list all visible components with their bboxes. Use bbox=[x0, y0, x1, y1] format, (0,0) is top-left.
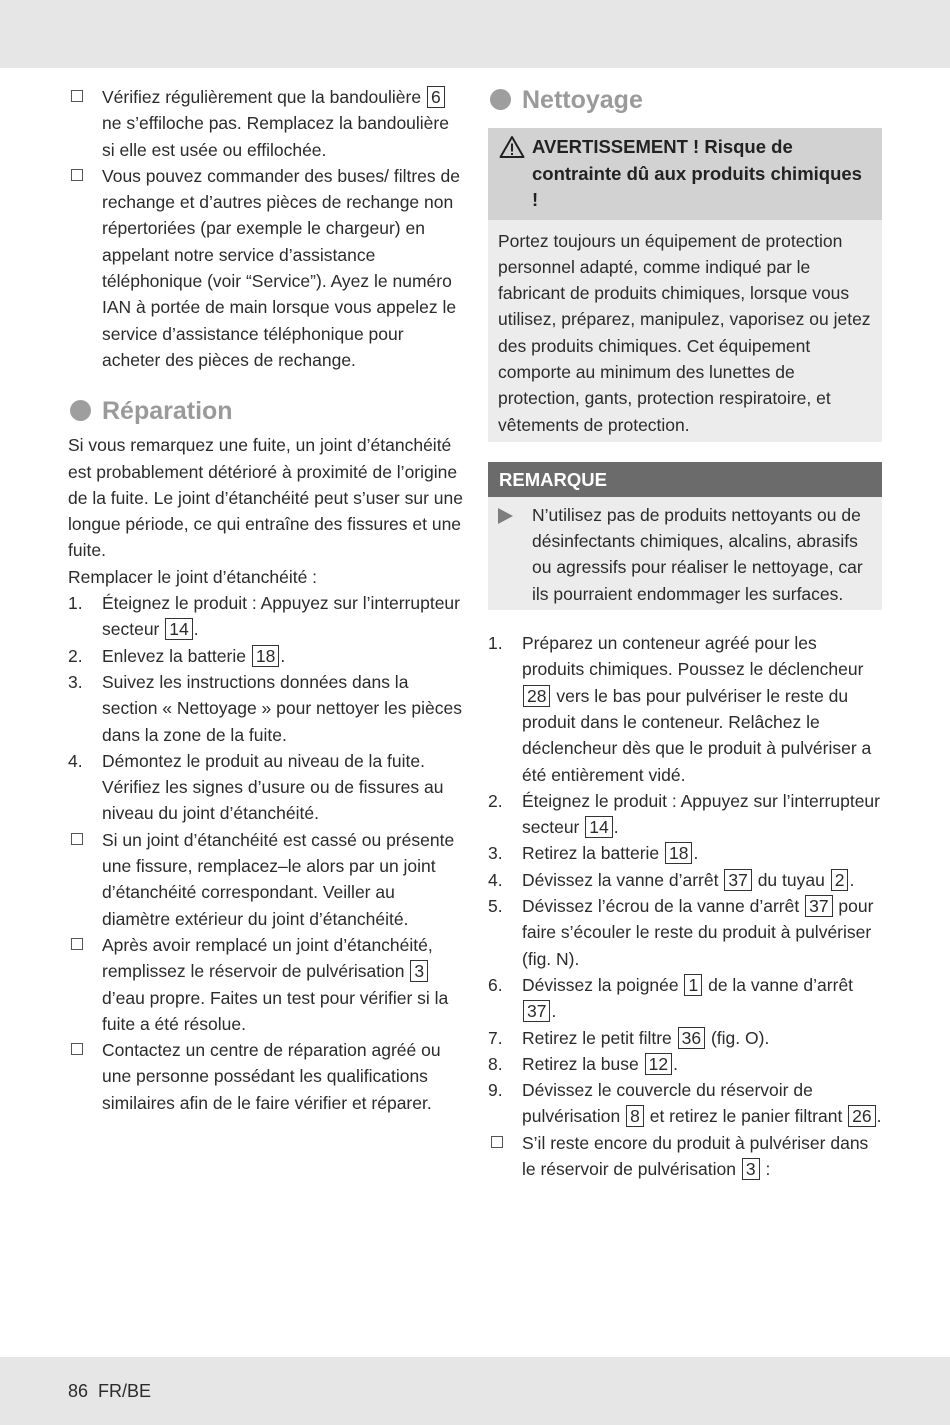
checkbox-bullet-icon bbox=[488, 1130, 522, 1156]
numbered-step: 3. Suivez les instructions données dans la section « Nettoyage » pour nettoyer les pièces dans la zone de la fuite. bbox=[68, 671, 462, 745]
note-header: REMARQUE bbox=[488, 462, 882, 497]
note-box bbox=[488, 462, 882, 610]
part-reference: 2 bbox=[831, 869, 849, 891]
repair-bullets bbox=[68, 827, 464, 1116]
numbered-step: 1. Éteignez le produit : Appuyez sur l’interrupteur secteur 14 . bbox=[68, 593, 460, 640]
cleaning-bullets bbox=[488, 1130, 882, 1183]
part-reference: 18 bbox=[252, 645, 279, 667]
right-column bbox=[488, 84, 882, 1182]
part-reference: 1 bbox=[684, 974, 702, 996]
list-item: Vous pouvez commander des buses/ filtres de rechange et d’autres pièces de rechange non répertoriées (par exemple le chargeur) en appelant notre service d’assistance téléphonique (voir “Service”). Ayez le numéro IAN à portée de main lorsque vous appelez le service d’assistance téléphonique pour acheter des pièces de rechange. bbox=[68, 163, 464, 373]
part-reference: 3 bbox=[742, 1158, 760, 1180]
part-reference: 8 bbox=[626, 1105, 644, 1127]
part-reference: 37 bbox=[523, 1000, 550, 1022]
warning-text: Portez toujours un équipement de protection personnel adapté, comme indiqué par le fabricant de produits chimiques, lorsque vous utilisez, préparez, manipulez, vaporisez ou jetez des produits chimiques. Cet équipement comporte au minimum des lunettes de protection, gants, protection respiratoire, et vêtements de protection. bbox=[498, 230, 871, 435]
bullet-circle-icon bbox=[490, 89, 511, 110]
checkbox-bullet-icon bbox=[68, 1037, 102, 1063]
part-reference: 6 bbox=[427, 86, 445, 108]
cleaning-steps bbox=[488, 630, 882, 1130]
warning-header bbox=[488, 128, 882, 220]
list-item bbox=[498, 502, 872, 607]
part-reference: 37 bbox=[805, 895, 832, 917]
page-number: 86 bbox=[68, 1381, 89, 1401]
section-heading-cleaning: Nettoyage bbox=[488, 84, 882, 116]
part-reference: 18 bbox=[665, 842, 692, 864]
maintenance-bullets bbox=[68, 84, 464, 373]
part-reference: 14 bbox=[585, 816, 612, 838]
numbered-step: 4. Dévissez la vanne d’arrêt 37 du tuyau 2 . bbox=[488, 869, 855, 890]
numbered-step: 2. Enlevez la batterie 18 . bbox=[68, 645, 286, 666]
repair-intro: Si vous remarquez une fuite, un joint d’étanchéité est probablement détérioré à proximité de l’origine de la fuite. Le joint d’étanchéité peut s’user sur une longue période, ce qui entraîne des fissures et une fuite. bbox=[68, 435, 463, 561]
list-item: Contactez un centre de réparation agréé ou une personne possédant les qualifications similaires afin de le faire vérifier et réparer. bbox=[68, 1037, 464, 1116]
arrow-bullet-icon bbox=[498, 508, 513, 524]
bullet-circle-icon bbox=[70, 400, 91, 421]
part-reference: 14 bbox=[165, 618, 192, 640]
numbered-step: 5. Dévissez l’écrou de la vanne d’arrêt 37 pour faire s’écouler le reste du produit à pulvériser (fig. N). bbox=[488, 896, 874, 969]
part-reference: 3 bbox=[410, 960, 428, 982]
numbered-step: 9. Dévissez le couvercle du réservoir de pulvérisation 8 et retirez le panier filtrant 26 . bbox=[488, 1080, 882, 1127]
warning-box bbox=[488, 128, 882, 442]
header-band bbox=[0, 0, 950, 68]
numbered-step: 6. Dévissez la poignée 1 de la vanne d’arrêt 37 . bbox=[488, 974, 854, 1022]
note-text: N’utilisez pas de produits nettoyants ou de désinfectants chimiques, alcalins, abrasifs ou agressifs pour réaliser le nettoyage, car ils pourraient endommager les surfaces. bbox=[532, 504, 863, 604]
warning-title: AVERTISSEMENT ! Risque de contrainte dû aux produits chimiques ! bbox=[532, 136, 862, 210]
warning-triangle-icon bbox=[499, 135, 525, 159]
list-item: Si un joint d’étanchéité est cassé ou présente une fissure, remplacez–le alors par un joint d’étanchéité correspondant. Veiller au diamètre extérieur du joint d’étanchéité. bbox=[68, 827, 464, 932]
checkbox-bullet-icon bbox=[68, 84, 102, 110]
part-reference: 37 bbox=[724, 869, 751, 891]
left-column bbox=[68, 84, 464, 1116]
numbered-step: 4. Démontez le produit au niveau de la fuite. Vérifiez les signes d’usure ou de fissures au niveau du joint d’étanchéité. bbox=[68, 750, 444, 824]
page-footer bbox=[68, 1378, 161, 1404]
checkbox-bullet-icon bbox=[68, 932, 102, 958]
part-reference: 36 bbox=[678, 1027, 705, 1049]
part-reference: 26 bbox=[848, 1105, 875, 1127]
list-item: Après avoir remplacé un joint d’étanchéité, remplissez le réservoir de pulvérisation 3 d’eau propre. Faites un test pour vérifier si la fuite a été résolue. bbox=[68, 932, 464, 1037]
list-item: S’il reste encore du produit à pulvériser dans le réservoir de pulvérisation 3 : bbox=[488, 1130, 882, 1183]
numbered-step: 3. Retirez la batterie 18 . bbox=[488, 843, 699, 864]
repair-steps bbox=[68, 590, 464, 827]
locale-label: FR/BE bbox=[98, 1381, 152, 1401]
repair-lead: Remplacer le joint d’étanchéité : bbox=[68, 566, 318, 587]
section-heading-repair: Réparation bbox=[68, 395, 464, 427]
list-item: Vérifiez régulièrement que la bandoulière 6 ne s’effiloche pas. Remplacez la bandoulière si elle est usée ou effilochée. bbox=[68, 84, 464, 163]
numbered-step: 1. Préparez un conteneur agréé pour les produits chimiques. Poussez le déclencheur 28 vers le bas pour pulvériser le reste du produit dans le conteneur. Relâchez le déclencheur dès que le produit à pulvériser a été entièrement vidé. bbox=[488, 633, 872, 785]
numbered-step: 7. Retirez le petit filtre 36 (fig. O). bbox=[488, 1027, 770, 1048]
numbered-step: 2. Éteignez le produit : Appuyez sur l’interrupteur secteur 14 . bbox=[488, 790, 880, 838]
numbered-step: 8. Retirez la buse 12 . bbox=[488, 1053, 678, 1074]
part-reference: 28 bbox=[523, 685, 550, 707]
checkbox-bullet-icon bbox=[68, 827, 102, 853]
checkbox-bullet-icon bbox=[68, 163, 102, 189]
part-reference: 12 bbox=[645, 1053, 672, 1075]
